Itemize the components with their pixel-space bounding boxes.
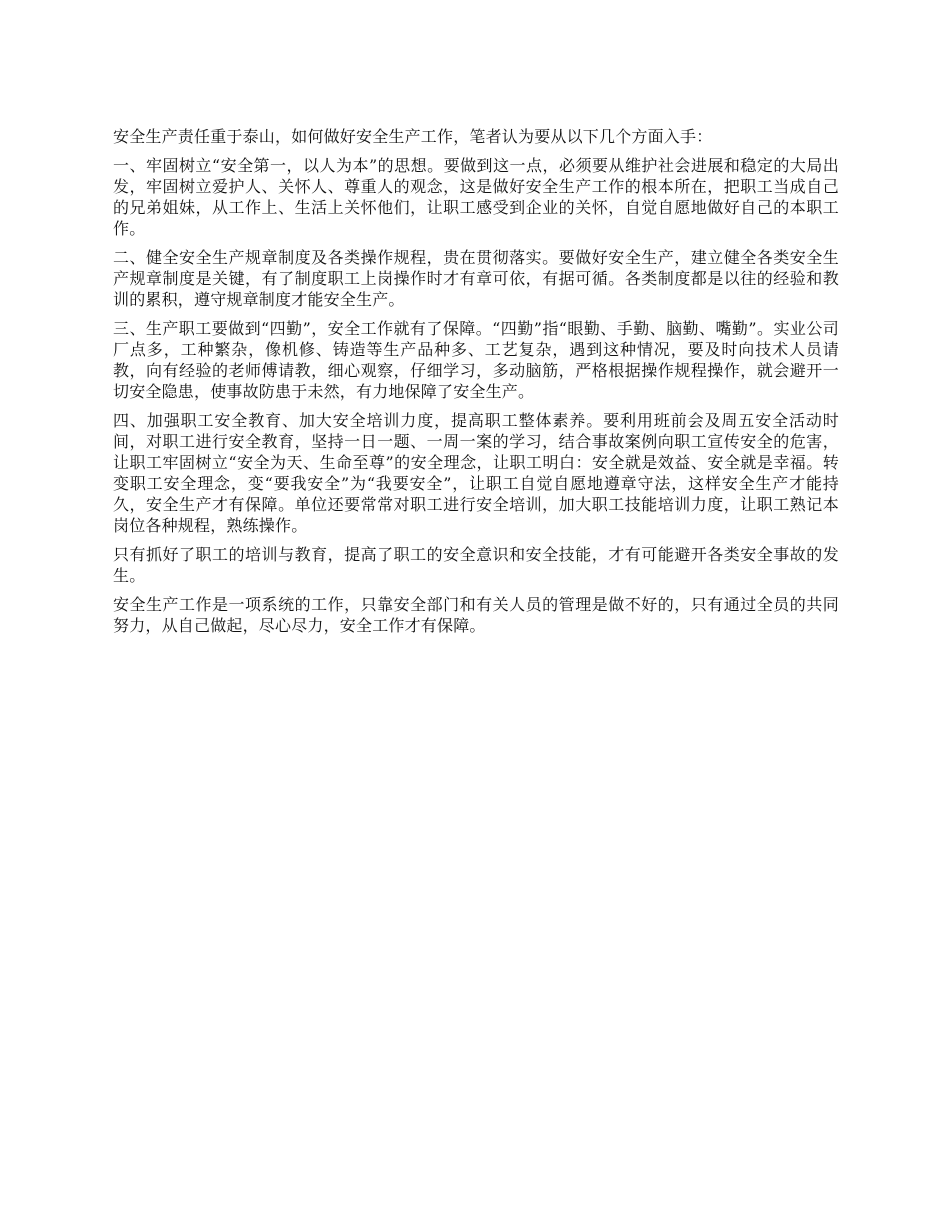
document-body	[113, 126, 839, 644]
paragraph-summary: 只有抓好了职工的培训与教育，提高了职工的安全意识和安全技能，才有可能避开各类安全事故的发生。	[113, 545, 839, 585]
paragraph-point-4: 四、加强职工安全教育、加大安全培训力度，提高职工整体素养。要利用班前会及周五安全活动时间，对职工进行安全教育，坚持一日一题、一周一案的学习，结合事故案例向职工宣传安全的危害，让职工牢固树立“安全为天、生命至尊”的安全理念，让职工明白：安全就是效益、安全就是幸福。转变职工安全理念，变“要我安全”为“我要安全”，让职工自觉自愿地遵章守法，这样安全生产才能持久，安全生产才有保障。单位还要常常对职工进行安全培训，加大职工技能培训力度，让职工熟记本岗位各种规程，熟练操作。	[113, 411, 839, 535]
paragraph-point-1: 一、牢固树立“安全第一，以人为本”的思想。要做到这一点，必须要从维护社会进展和稳定的大局出发，牢固树立爱护人、关怀人、尊重人的观念，这是做好安全生产工作的根本所在，把职工当成自己的兄弟姐妹，从工作上、生活上关怀他们，让职工感受到企业的关怀，自觉自愿地做好自己的本职工作。	[113, 156, 839, 238]
paragraph-point-2: 二、健全安全生产规章制度及各类操作规程，贵在贯彻落实。要做好安全生产，建立健全各类安全生产规章制度是关键，有了制度职工上岗操作时才有章可依，有据可循。各类制度都是以往的经验和教训的累积，遵守规章制度才能安全生产。	[113, 248, 839, 309]
paragraph-intro: 安全生产责任重于泰山，如何做好安全生产工作，笔者认为要从以下几个方面入手：	[113, 127, 713, 146]
paragraph-point-3: 三、生产职工要做到“四勤”，安全工作就有了保障。“四勤”指“眼勤、手勤、脑勤、嘴勤”。实业公司厂点多，工种繁杂，像机修、铸造等生产品种多、工艺复杂，遇到这种情况，要及时向技术人员请教，向有经验的老师傅请教，细心观察，仔细学习，多动脑筋，严格根据操作规程操作，就会避开一切安全隐患，使事故防患于未然，有力地保障了安全生产。	[113, 319, 839, 401]
paragraph-conclusion: 安全生产工作是一项系统的工作，只靠安全部门和有关人员的管理是做不好的，只有通过全员的共同努力，从自己做起，尽心尽力，安全工作才有保障。	[113, 595, 839, 635]
